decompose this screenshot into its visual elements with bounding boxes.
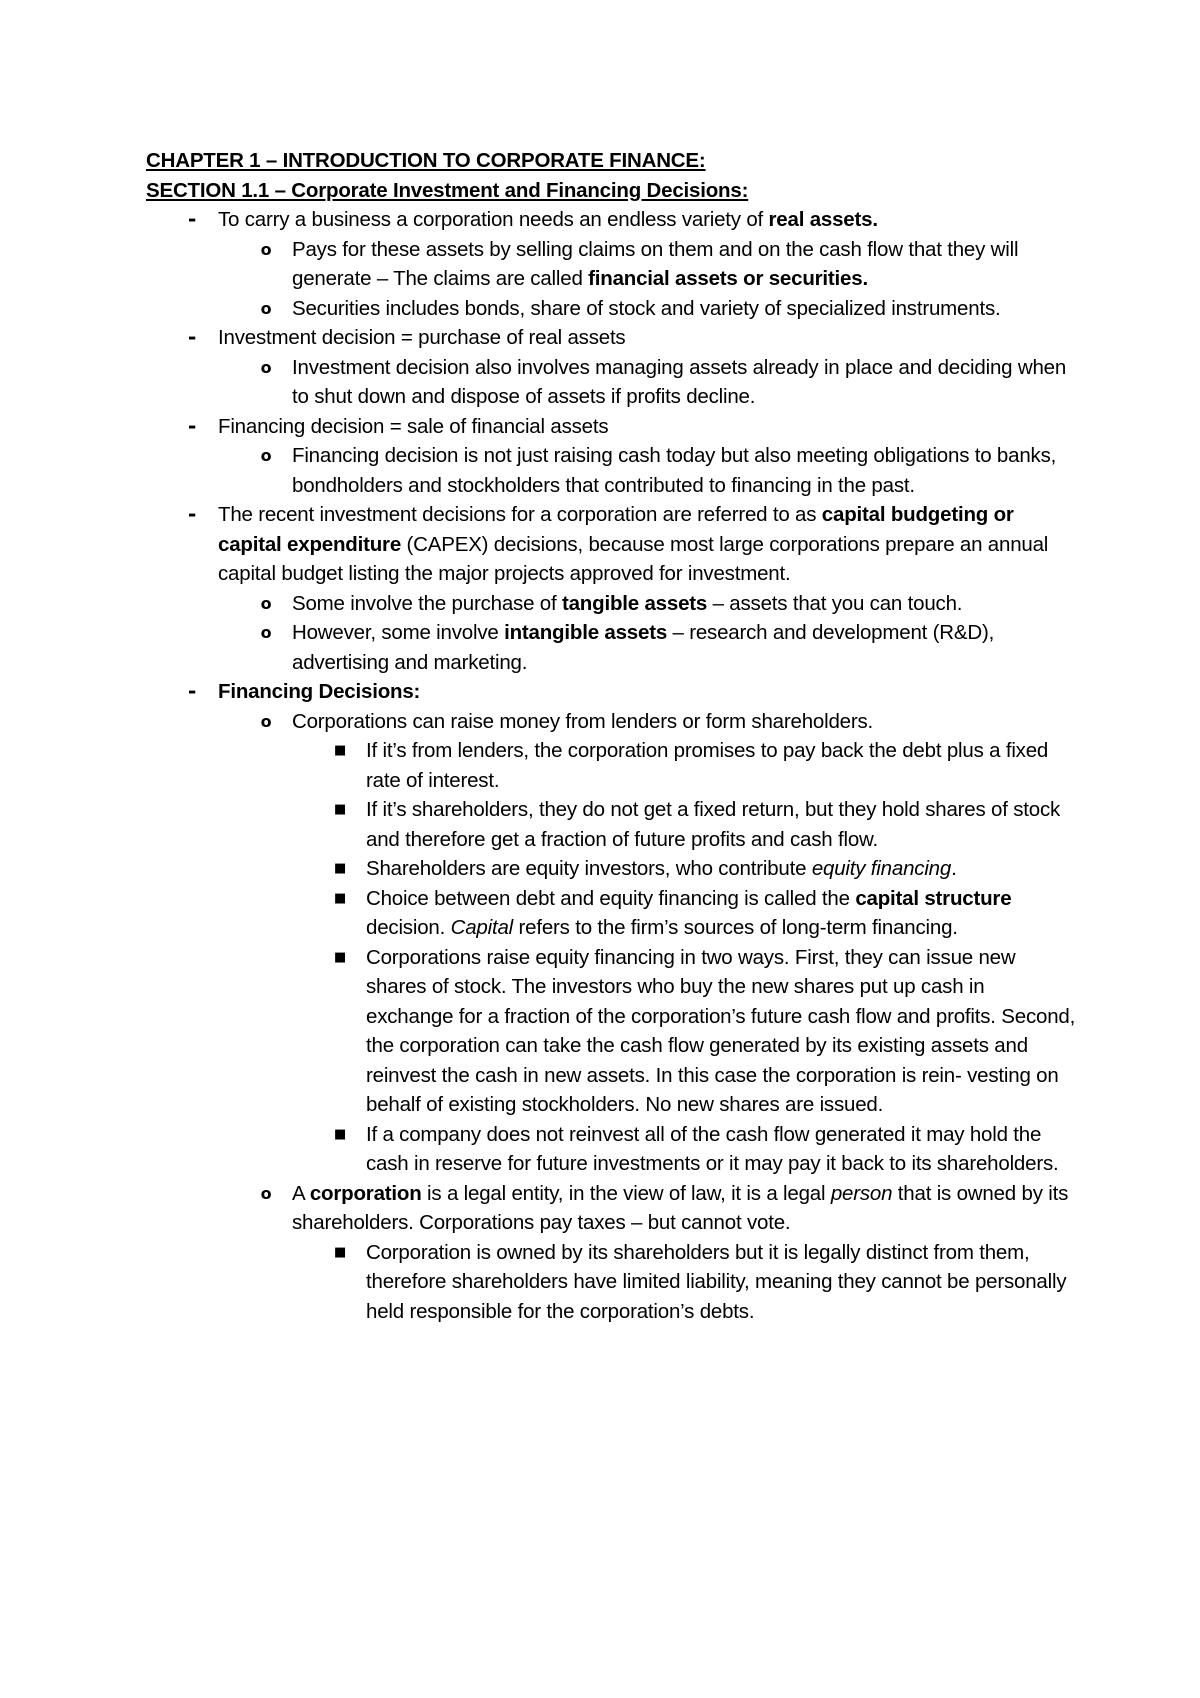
text-run: If it’s shareholders, they do not get a fixed return, but they hold shares of stock and therefore get a fraction of future profits and cash flow. bbox=[366, 798, 1061, 851]
outline-item-level-1 bbox=[146, 205, 1076, 235]
square-bullet-icon: ■ bbox=[333, 743, 347, 758]
text-run: Investment decision also involves managing assets already in place and deciding when to shut down and dispose of assets if profits decline. bbox=[292, 355, 1067, 408]
dash-bullet: - bbox=[187, 413, 197, 438]
outline-item-level-3 bbox=[146, 795, 1076, 854]
text-run: Some involve the purchase of bbox=[292, 591, 562, 615]
dash-bullet: - bbox=[187, 502, 197, 526]
bold-term: tangible assets bbox=[561, 591, 708, 615]
circle-bullet-icon: o bbox=[260, 446, 272, 465]
bold-term: financial assets or securities. bbox=[588, 267, 868, 290]
outline-item-level-2 bbox=[146, 707, 1076, 737]
item-text bbox=[366, 887, 1011, 940]
circle-bullet-icon: o bbox=[260, 593, 272, 613]
outline-item-level-1 bbox=[146, 323, 1076, 353]
text-run: Financing decision is not just raising cash today but also meeting obligations to banks, bondholders and stockholders that contributed to financing in the past. bbox=[292, 444, 1057, 497]
circle-bullet-icon: o bbox=[260, 1183, 272, 1203]
dash-bullet: - bbox=[187, 679, 197, 703]
dash-bullet: - bbox=[187, 207, 197, 231]
text-run: The recent investment decisions for a corporation are referred to as bbox=[218, 503, 822, 526]
square-bullet-icon: ■ bbox=[333, 861, 347, 876]
outline-item-level-2 bbox=[146, 441, 1076, 500]
outline-item-level-3 bbox=[146, 884, 1076, 943]
item-text bbox=[218, 208, 878, 231]
item-text bbox=[366, 739, 1048, 792]
text-run: Investment decision = purchase of real assets bbox=[218, 326, 626, 349]
outline-item-level-1 bbox=[146, 500, 1076, 589]
text-run: Corporation is owned by its shareholders but it is legally distinct from them, therefore shareholders have limited liability, meaning they cannot be personally held responsible for the corporation’s debts. bbox=[366, 1240, 1067, 1323]
item-text bbox=[292, 621, 994, 674]
circle-bullet-icon: o bbox=[260, 357, 272, 377]
outline-item-level-2 bbox=[146, 1179, 1076, 1238]
italic-term: equity financing bbox=[811, 857, 952, 880]
item-text bbox=[292, 1182, 1068, 1235]
item-text bbox=[292, 238, 1018, 291]
text-run: (CAPEX) decisions, because most large corporations prepare an annual capital budget listing the major projects approved for investment. bbox=[218, 532, 1049, 585]
text-run: Corporations raise equity financing in two ways. First, they can issue new shares of stock. The investors who buy the new shares put up cash in exchange for a fraction of the corporation’s future cash flow and profits. Second, the corporation can take the cash flow generated by its existing assets and reinvest the cash in new assets. In this case the corporation is rein- vesting on behalf of existing stockholders. No new shares are issued. bbox=[366, 945, 1076, 1116]
item-text bbox=[292, 592, 962, 615]
item-text bbox=[292, 297, 1001, 320]
bold-term: Financing Decisions: bbox=[218, 680, 421, 703]
text-run: decision. bbox=[366, 916, 451, 939]
item-text bbox=[218, 503, 1048, 585]
section-heading: SECTION 1.1 – Corporate Investment and Financing Decisions: bbox=[146, 178, 749, 202]
document-body bbox=[146, 146, 1076, 1326]
item-text bbox=[292, 356, 1066, 409]
text-run: However, some involve bbox=[292, 621, 505, 644]
circle-bullet-icon: o bbox=[260, 711, 272, 731]
text-run: that is owned by its shareholders. Corporations pay taxes – but cannot vote. bbox=[292, 1181, 1069, 1234]
item-text bbox=[218, 680, 420, 703]
text-run: If a company does not reinvest all of the cash flow generated it may hold the cash in reserve for future investments or it may pay it back to its shareholders. bbox=[366, 1122, 1059, 1175]
italic-term: person bbox=[830, 1181, 893, 1205]
outline-item-level-3 bbox=[146, 943, 1076, 1120]
text-run: – assets that you can touch. bbox=[707, 591, 963, 615]
outline-item-level-3 bbox=[146, 854, 1076, 884]
outline-item-level-1 bbox=[146, 677, 1076, 707]
outline-item-level-2 bbox=[146, 618, 1076, 677]
outline-item-level-2 bbox=[146, 235, 1076, 294]
square-bullet-icon: ■ bbox=[333, 1126, 347, 1142]
item-text bbox=[292, 710, 873, 733]
item-text bbox=[366, 1123, 1059, 1176]
text-run: refers to the firm’s sources of long-term financing. bbox=[513, 916, 958, 939]
outline-item-level-3 bbox=[146, 736, 1076, 795]
outline-item-level-2 bbox=[146, 353, 1076, 412]
chapter-heading: CHAPTER 1 – INTRODUCTION TO CORPORATE FINANCE: bbox=[146, 149, 706, 172]
item-text bbox=[366, 857, 957, 880]
item-text bbox=[218, 326, 626, 349]
text-run: Choice between debt and equity financing is called the bbox=[366, 886, 856, 910]
italic-term: Capital bbox=[450, 916, 514, 939]
bold-term: real assets. bbox=[768, 208, 878, 231]
circle-bullet-icon: o bbox=[260, 623, 272, 642]
bold-term: intangible assets bbox=[504, 621, 668, 644]
circle-bullet-icon: o bbox=[260, 239, 272, 259]
square-bullet-icon: ■ bbox=[333, 802, 347, 817]
item-text bbox=[292, 444, 1056, 497]
dash-bullet: - bbox=[187, 325, 197, 349]
text-run: Shareholders are equity investors, who contribute bbox=[366, 857, 812, 880]
text-run: Securities includes bonds, share of stock and variety of specialized instruments. bbox=[292, 296, 1001, 320]
bold-term: capital budgeting or capital expenditure bbox=[218, 503, 1014, 556]
outline-item-level-1 bbox=[146, 412, 1076, 442]
bold-term: capital structure bbox=[855, 886, 1012, 910]
outline-item-level-3 bbox=[146, 1238, 1076, 1327]
text-run: – research and development (R&D), advertising and marketing. bbox=[292, 621, 995, 674]
text-run: is a legal entity, in the view of law, it is a legal bbox=[421, 1181, 831, 1205]
text-run: If it’s from lenders, the corporation promises to pay back the debt plus a fixed rate of interest. bbox=[366, 739, 1049, 792]
outline-item-level-2 bbox=[146, 589, 1076, 619]
item-text bbox=[366, 798, 1060, 851]
text-run: To carry a business a corporation needs an endless variety of bbox=[218, 208, 769, 231]
item-text bbox=[366, 1241, 1066, 1323]
square-bullet-icon: ■ bbox=[333, 1244, 347, 1260]
text-run: Corporations can raise money from lenders or form shareholders. bbox=[292, 709, 874, 733]
text-run: Financing decision = sale of financial assets bbox=[218, 414, 609, 438]
square-bullet-icon: ■ bbox=[333, 890, 347, 906]
square-bullet-icon: ■ bbox=[333, 949, 347, 965]
outline-list bbox=[146, 205, 1076, 1326]
outline-item-level-3 bbox=[146, 1120, 1076, 1179]
item-text bbox=[218, 415, 608, 438]
outline-item-level-2 bbox=[146, 294, 1076, 324]
text-run: A bbox=[292, 1181, 310, 1205]
bold-term: corporation bbox=[309, 1181, 422, 1205]
item-text bbox=[366, 946, 1075, 1117]
text-run: Pays for these assets by selling claims on them and on the cash flow that they will generate – The claims are called bbox=[292, 237, 1019, 290]
circle-bullet-icon: o bbox=[260, 298, 272, 318]
text-run: . bbox=[951, 857, 957, 880]
